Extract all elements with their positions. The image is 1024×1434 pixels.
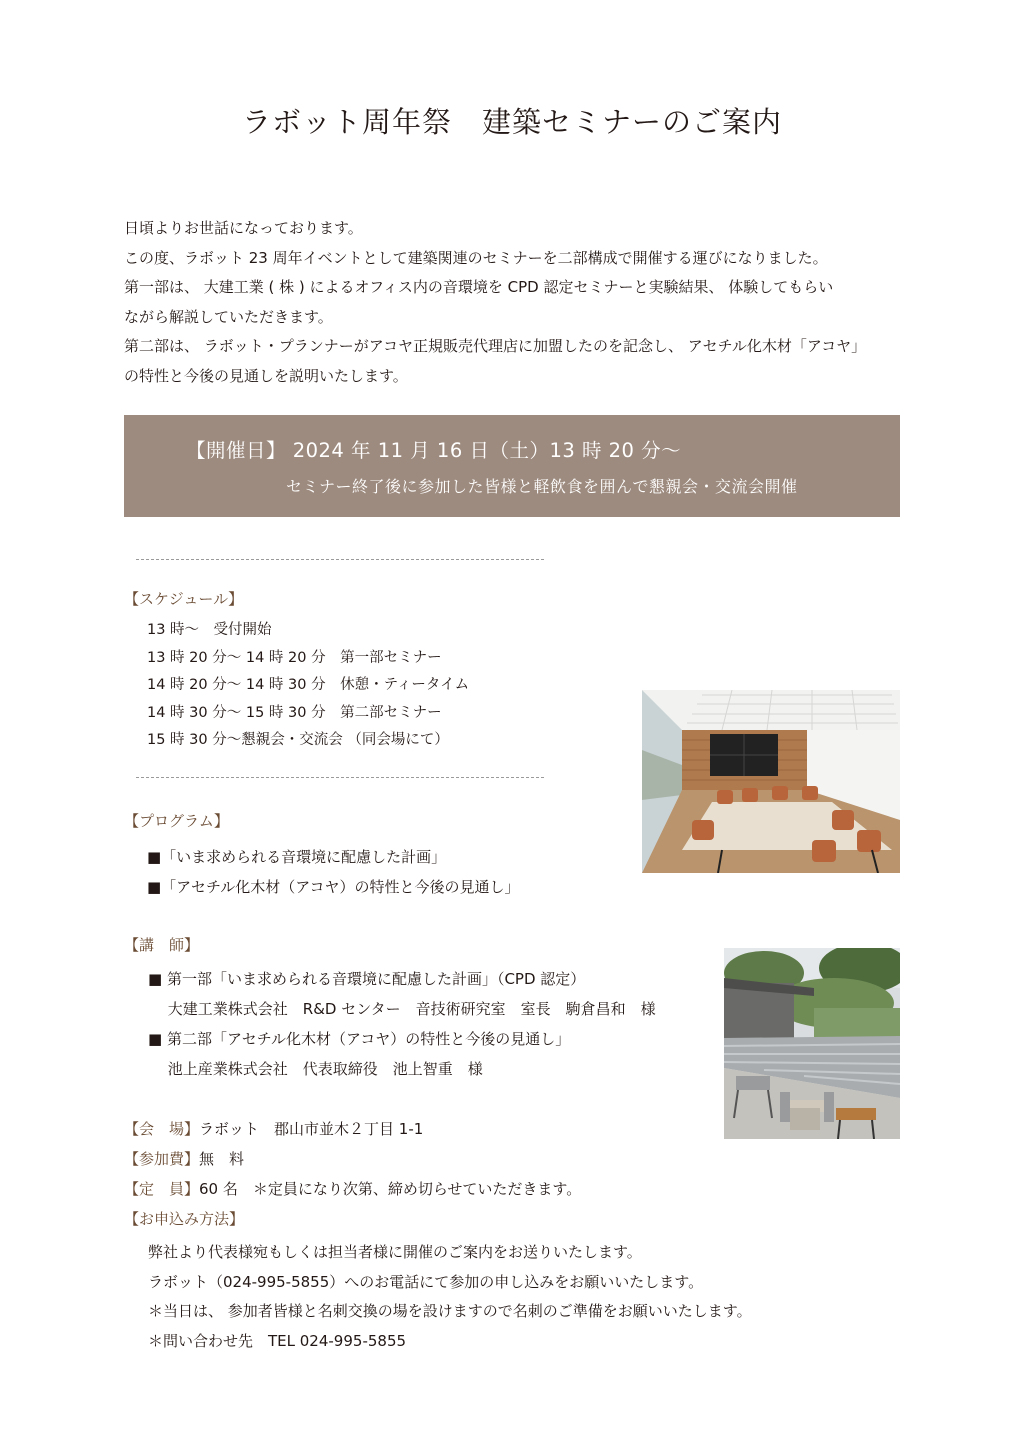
capacity-row	[124, 1178, 581, 1199]
venue-value: ラボット 郡山市並木２丁目 1-1	[199, 1120, 424, 1138]
lecturer-item: ■ 第一部「いま求められる音環境に配慮した計画」（CPD 認定）	[148, 970, 586, 988]
page-title: ラボット周年祭 建築セミナーのご案内	[241, 105, 782, 139]
lecturers-list	[148, 964, 656, 1084]
schedule-item: 13 時 20 分～ 14 時 20 分 第一部セミナー	[147, 649, 442, 666]
schedule-heading: 【スケジュール】	[124, 590, 244, 608]
fee-row	[124, 1148, 244, 1169]
fee-label: 【参加費】	[124, 1150, 200, 1168]
intro-text	[124, 214, 914, 391]
lecturer-item: 大建工業株式会社 R&D センター 音技術研究室 室長 駒倉昌和 様	[148, 1000, 656, 1018]
program-heading: 【プログラム】	[124, 812, 229, 830]
apply-line: ラボット（024-995-5855）へのお電話にて参加の申し込みをお願いいたします。	[148, 1272, 704, 1291]
schedule-item: 15 時 30 分～懇親会・交流会 （同会場にて）	[147, 732, 449, 748]
intro-line: 日頃よりお世話になっております。	[124, 219, 363, 237]
fee-value: 無 料	[199, 1150, 245, 1168]
schedule-item: 14 時 20 分～ 14 時 30 分 休憩・ティータイム	[147, 677, 470, 693]
dashed-divider	[136, 777, 544, 778]
apply-heading: 【お申込み方法】	[124, 1210, 245, 1228]
lecturer-item: 池上産業株式会社 代表取締役 池上智重 様	[148, 1060, 483, 1078]
program-item: ■「いま求められる音環境に配慮した計画」	[147, 848, 447, 866]
event-date: 【開催日】 2024 年 11 月 16 日（土）13 時 20 分～	[186, 439, 682, 462]
apply-line: ＊当日は、 参加者皆様と名刺交換の場を設けますので名刺のご準備をお願いいたします。	[148, 1302, 752, 1320]
event-note: セミナー終了後に参加した皆様と軽飲食を囲んで懇親会・交流会開催	[286, 477, 798, 496]
apply-text	[148, 1238, 752, 1356]
event-date-banner	[124, 415, 900, 517]
intro-line: 第二部は、 ラボット・プランナーがアコヤ正規販売代理店に加盟したのを記念し、 アセチル化木材「アコヤ」	[124, 337, 867, 355]
lecturers-heading: 【講 師】	[124, 936, 200, 954]
program-item: ■「アセチル化木材（アコヤ）の特性と今後の見通し」	[147, 878, 520, 896]
venue-row	[124, 1118, 423, 1139]
meeting-room-photo	[642, 690, 900, 873]
apply-heading-row	[124, 1208, 244, 1229]
schedule-item: 13 時～ 受付開始	[147, 622, 272, 638]
dashed-divider	[136, 559, 544, 560]
intro-line: この度、ラボット 23 周年イベントとして建築関連のセミナーを二部構成で開催する運びになりました。	[124, 248, 828, 267]
schedule-list	[147, 617, 469, 755]
program-list	[147, 842, 520, 902]
intro-line: 第一部は、 大建工業 ( 株 ) によるオフィス内の音環境を CPD 認定セミナーと実験結果、 体験してもらい	[124, 278, 834, 296]
capacity-label: 【定 員】	[124, 1180, 200, 1198]
intro-line: の特性と今後の見通しを説明いたします。	[124, 366, 408, 385]
schedule-item: 14 時 30 分～ 15 時 30 分 第二部セミナー	[147, 704, 442, 721]
intro-line: ながら解説していただきます。	[124, 307, 333, 326]
apply-line: ＊問い合わせ先 TEL 024-995-5855	[148, 1331, 407, 1350]
apply-line: 弊社より代表様宛もしくは担当者様に開催のご案内をお送りいたします。	[148, 1243, 642, 1261]
terrace-photo	[724, 948, 900, 1139]
capacity-value: 60 名 ＊定員になり次第、締め切らせていただきます。	[199, 1180, 582, 1198]
lecturer-item: ■ 第二部「アセチル化木材（アコヤ）の特性と今後の見通し」	[148, 1030, 571, 1048]
venue-label: 【会 場】	[124, 1120, 200, 1138]
